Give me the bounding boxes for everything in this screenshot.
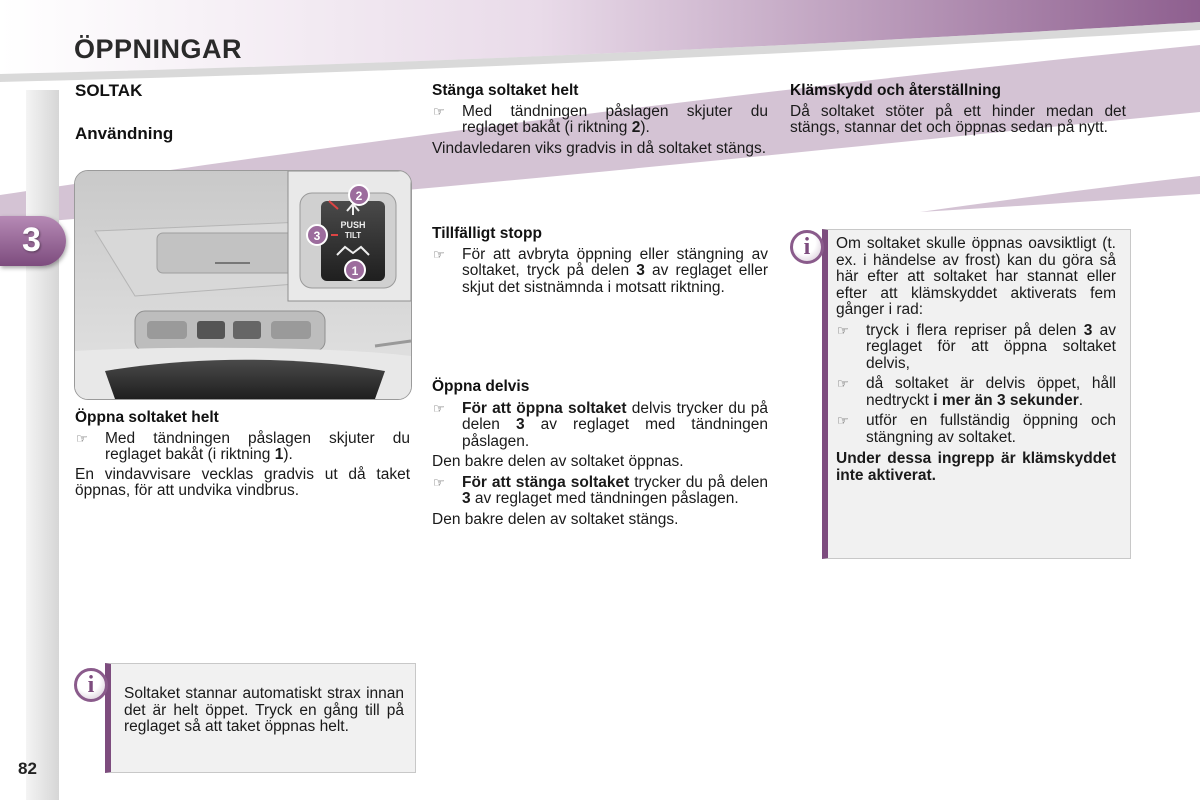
page-title: ÖPPNINGAR: [74, 34, 243, 64]
list-item: ☞ tryck i flera repriser på delen 3 av reglaget för att öppna soltaket delvis,: [837, 321, 1116, 372]
marker-3: [307, 225, 327, 245]
section-title: SOLTAK: [75, 81, 143, 100]
close-full-heading: Stänga soltaket helt: [432, 82, 579, 99]
svg-text:3: 3: [313, 229, 321, 243]
info-box-right: [822, 229, 1131, 559]
pointing-hand-icon: ☞: [837, 376, 849, 391]
list-item: ☞ utför en fullständig öppning och stängning av soltaket.: [837, 412, 1116, 446]
list-item: ☞ Med tändningen påslagen skjuter du reglaget bakåt (i riktning 2).: [433, 102, 768, 136]
temp-stop-heading: Tillfälligt stopp: [432, 225, 542, 242]
info-text-left: Soltaket stannar automatiskt strax innan det är helt öppet. Tryck en gång till på reglaget så att taket öppnas helt.: [124, 685, 404, 735]
pinch-heading: Klämskydd och återställning: [790, 82, 1002, 99]
info-icon: i: [790, 230, 824, 264]
partial-paragraph-2: Den bakre delen av soltaket stängs.: [432, 510, 679, 528]
pointing-hand-icon: ☞: [433, 474, 445, 490]
temp-stop-section: [432, 226, 768, 296]
info-intro: Om soltaket skulle öppnas oavsiktligt (t. ex. i händelse av frost) kan du göra så här efter att soltaket har stannat eller efter att klämskyddet aktiverats fem gånger i rad:: [836, 235, 1116, 318]
pointing-hand-icon: ☞: [433, 246, 445, 262]
tilt-label: TILT: [344, 231, 362, 240]
chapter-tab[interactable]: [0, 216, 66, 266]
subsection-title: Användning: [75, 123, 174, 143]
list-item: ☞ Med tändningen påslagen skjuter du reglaget bakåt (i riktning 1).: [76, 429, 410, 463]
marker-1: [345, 260, 365, 280]
open-full-heading: Öppna soltaket helt: [75, 409, 219, 426]
pointing-hand-icon: ☞: [433, 400, 445, 416]
partial-heading: Öppna delvis: [432, 378, 530, 395]
page-number: 82: [18, 759, 37, 778]
marker-2: [349, 185, 369, 205]
list-item: ☞ då soltaket är delvis öppet, håll nedtryckt i mer än 3 sekunder.: [837, 375, 1116, 409]
svg-text:1: 1: [351, 264, 359, 278]
push-label: PUSH: [340, 220, 366, 230]
pointing-hand-icon: ☞: [76, 430, 88, 446]
column-middle: [432, 83, 768, 157]
partial-open-section: [432, 379, 768, 528]
svg-text:2: 2: [355, 189, 363, 203]
partial-paragraph-1: Den bakre delen av soltaket öppnas.: [432, 453, 684, 470]
info-icon: i: [74, 668, 108, 702]
list-item: ☞ För att avbryta öppning eller stängning av soltaket, tryck på delen 3 av reglaget eller skjut det sistnämnda i motsatt riktning.: [433, 245, 768, 296]
list-item: ☞ För att stänga soltaket trycker du på delen 3 av reglaget med tändningen påslagen.: [433, 473, 768, 507]
left-margin-strip: [26, 90, 59, 800]
list-item: ☞ För att öppna soltaket delvis trycker du på delen 3 av reglaget med tändningen påslagen.: [433, 399, 769, 450]
column-right: [790, 83, 1126, 137]
pointing-hand-icon: ☞: [433, 103, 445, 119]
info-closing: Under dessa ingrepp är klämskyddet inte aktiverat.: [836, 450, 1116, 484]
pointing-hand-icon: ☞: [837, 413, 849, 428]
chapter-number: 3: [22, 221, 41, 259]
pointing-hand-icon: ☞: [837, 322, 849, 338]
info-box-left: [105, 663, 416, 773]
open-full-paragraph: En vindavvisare vecklas gradvis ut då taket öppnas, för att undvika vindbrus.: [75, 465, 410, 499]
pinch-paragraph: Då soltaket stöter på ett hinder medan det stängs, stannar det och öppnas sedan på nytt.: [790, 102, 1126, 136]
close-full-paragraph: Vindavledaren viks gradvis in då soltaket stängs.: [432, 139, 767, 157]
column-left: [75, 83, 410, 142]
sunroof-control-photo: [74, 170, 412, 400]
open-full-section: [75, 410, 410, 500]
